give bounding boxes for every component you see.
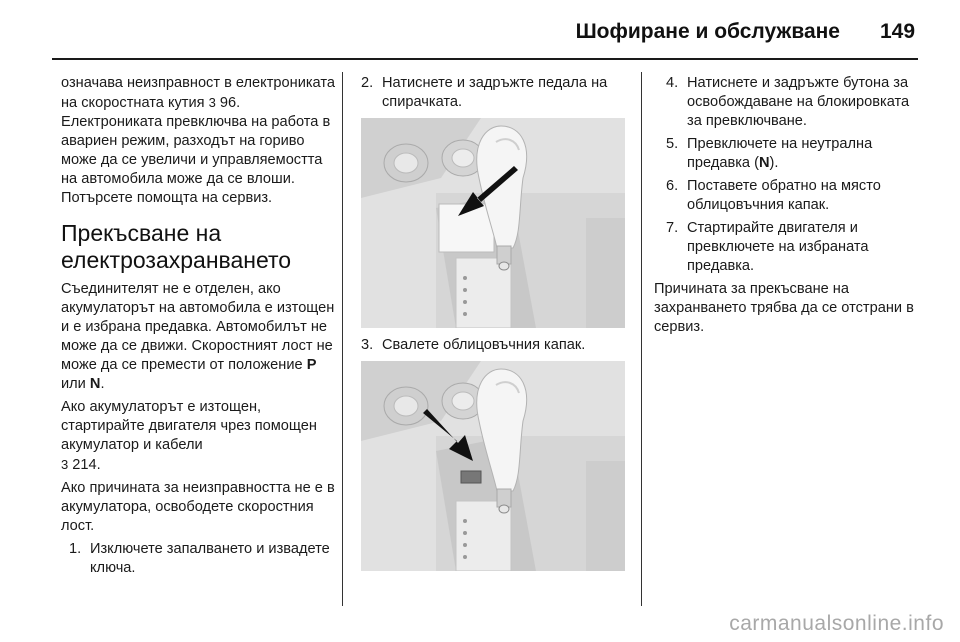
step-number: 3.: [361, 337, 374, 353]
step-4: [666, 74, 926, 131]
step-3: [361, 336, 631, 355]
running-header-title: Шофиране и обслужване: [575, 20, 840, 43]
header-rule: [52, 58, 918, 60]
section-heading: Прекъсване на електрозахранването: [61, 220, 292, 273]
page-reference[interactable]: 214: [72, 457, 97, 473]
step-text: Свалете облицовъчния капак.: [382, 337, 586, 353]
step-number: 2.: [361, 75, 374, 91]
column-divider-2: [641, 72, 642, 606]
step-text: Изключете запалването и извадете ключа.: [90, 541, 330, 576]
step-number: 6.: [666, 178, 679, 194]
figure-brake-pedal: [361, 118, 625, 328]
release-lever-paragraph: Ако причината за неизправността не е в акумулатора, освободете скоростния лост.: [61, 480, 335, 534]
power-failure-paragraph: Съединителят не е отделен, ако акумулаторът на автомобила е изтощен и е избрана предавка. Автомобилът не може да се движи. Скоростният лост не може да се премести от положение P или N.: [61, 281, 335, 392]
jump-start-paragraph: Ако акумулаторът е изтощен, стартирайте двигателя чрез помощен акумулатор и кабели 3 214.: [61, 399, 317, 473]
step-text: Натиснете и задръжте бутона за освобождаване на блокировката за превключване.: [687, 75, 910, 129]
step-7: [666, 219, 926, 276]
step-number: 7.: [666, 220, 679, 236]
gear-n-label: N: [758, 155, 770, 171]
step-5: 5. Превключете на неутрална предавка (N).: [666, 136, 873, 171]
step-text: Стартирайте двигателя и превключете на избраната предавка.: [687, 220, 869, 274]
watermark: carmanualsonline.info: [729, 612, 944, 635]
cross-reference-icon: 3: [61, 457, 69, 472]
closing-paragraph: Причината за прекъсване на захранването трябва да се отстрани в сервиз.: [654, 281, 914, 335]
page-reference[interactable]: 96: [219, 95, 237, 111]
column-right: [654, 74, 926, 341]
step-number: 4.: [666, 75, 679, 91]
column-middle: [361, 74, 631, 579]
step-6: [666, 177, 926, 215]
step-text: Натиснете и задръжте педала на спирачката.: [382, 75, 608, 110]
step-text: Поставете обратно на място облицовъчния капак.: [687, 178, 881, 213]
step-1: [69, 540, 335, 578]
cross-reference-icon: 3: [208, 95, 216, 110]
column-divider-1: [342, 72, 343, 606]
figure-remove-cover: [361, 361, 625, 571]
gear-console-illustration: [361, 118, 625, 328]
gear-console-cover-illustration: [361, 361, 625, 571]
step-2: [361, 74, 631, 112]
gear-n-label: N: [89, 376, 101, 392]
intro-paragraph: означава неизправност в електрониката на скоростната кутия 3 96. Електрониката превключва на работа в авариен режим, разходът на гориво може да се увеличи и управляемостта на автомобила може да се влоши. Потърсете помощта на сервиз.: [61, 75, 335, 206]
column-left: [61, 74, 335, 582]
gear-p-label: P: [306, 357, 317, 373]
page-number: 149: [880, 20, 916, 43]
step-number: 1.: [69, 541, 82, 557]
step-number: 5.: [666, 136, 679, 152]
